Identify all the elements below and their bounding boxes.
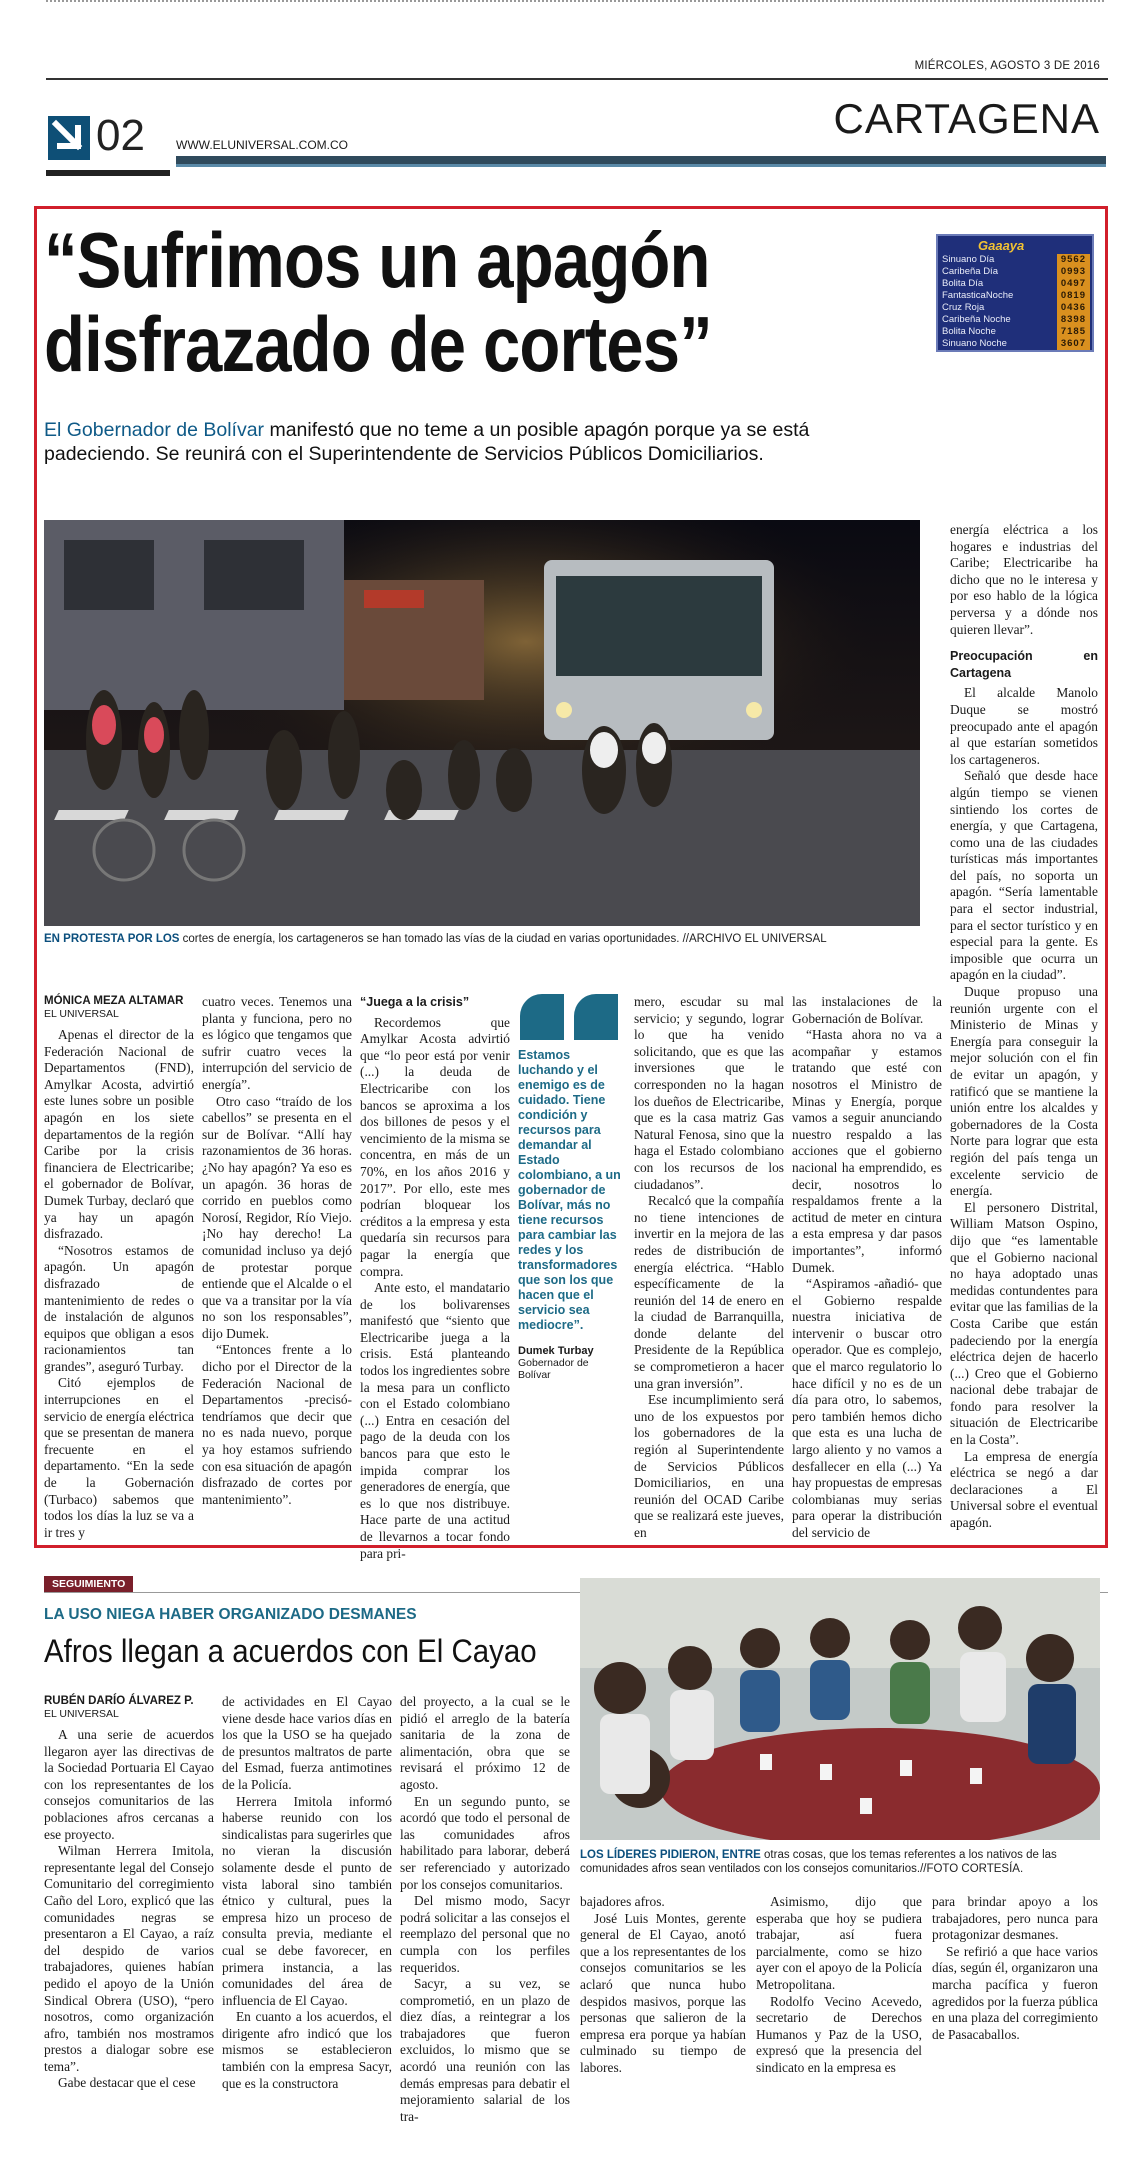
- lottery-name: Cruz Roja: [942, 302, 985, 313]
- quote-mark-icon: [518, 992, 622, 1040]
- lottery-name: Sinuano Día: [942, 254, 995, 265]
- second-byline-org: EL UNIVERSAL: [44, 1708, 119, 1720]
- paragraph: “Nosotros estamos de apagón. Un apagón disfrazado de mantenimiento de redes o de instalación de algunos equipos que obligan a esos racionamientos tan grandes”, aseguró Turbay.: [44, 1242, 194, 1374]
- main-headline: [44, 218, 801, 386]
- arrow-icon: [48, 116, 90, 160]
- paragraph: Ante esto, el mandatario de los bolivarenses manifestó que “siento que Electricaribe juega a la crisis. Está planteando todos los ingredientes sobre la mesa para un conflicto con el Estado colombiano (...) Entra en cesación del pago de la deuda con los bancos para que esto le impida comprar los generadores de energía, que es lo que nos distribuye. Hace parte de una actitud de llevarnos a tocar fondo para pri-: [360, 1280, 510, 1561]
- second-col-5: [756, 1894, 922, 2077]
- subhead: “Juega a la crisis”: [360, 995, 470, 1009]
- main-col-3: [360, 994, 510, 1562]
- lottery-number: 3607: [1057, 338, 1090, 350]
- deck-highlight: El Gobernador de Bolívar: [44, 419, 265, 441]
- section-rule-accent: [176, 164, 1106, 167]
- second-kicker: LA USO NIEGA HABER ORGANIZADO DESMANES: [44, 1606, 417, 1623]
- lottery-number: 9562: [1057, 254, 1090, 266]
- main-col-6: [792, 994, 942, 1542]
- second-col-2: [222, 1694, 392, 2092]
- page-number: 02: [96, 111, 145, 160]
- paragraph: para brindar apoyo a los trabajadores, pero nunca para protagonizar desmanes.: [932, 1894, 1098, 1943]
- paragraph: El alcalde Manolo Duque se mostró preocupado ante el apagón al que estarían sometidos los cartageneros.: [950, 685, 1098, 767]
- section-name: CARTAGENA: [833, 95, 1100, 142]
- lottery-name: Caribeña Día: [942, 266, 998, 277]
- quote-author: Dumek Turbay: [518, 1345, 594, 1357]
- headline-line-1: “Sufrimos un apagón: [44, 216, 710, 304]
- caption-text: otras cosas, que los temas referentes a los nativos de las comunidades afros sean ventilados con los consejos comunitarios.//FOTO CORTESÍA.: [580, 1849, 1057, 1875]
- main-deck: [44, 418, 924, 466]
- caption-lead: LOS LÍDERES PIDIERON, ENTRE: [580, 1849, 761, 1861]
- lottery-name: Bolita Noche: [942, 326, 996, 337]
- paragraph: Asimismo, dijo que esperaba que hoy se pudiera trabajar, así fuera parcialmente, como se hizo ayer con el apoyo de la Policía Metropolitana.: [756, 1894, 922, 1992]
- second-col-6: [932, 1894, 1098, 2043]
- paragraph: Del mismo modo, Sacyr podrá solicitar a las consejos el reemplazo del personal que no cumpla con los perfiles requeridos.: [400, 1893, 570, 1975]
- paragraph: energía eléctrica a los hogares e industrias del Caribe; Electricaribe ha dicho que no le interesa y por eso hablo de la lógica perversa y a dónde nos quieren llevar”.: [950, 522, 1098, 637]
- paragraph: Recordemos que Amylkar Acosta advirtió que “lo peor está por venir (...) la deuda de Electricaribe con los bancos se aproxima a los dos billones de pesos y el vencimiento de la misma se concentra, en más de un 70%, en los años 2016 y 2017”. Por ello, este mes podrían bloquear los créditos a la empresa y esta quedaría sin recursos para pagar la energía que compra.: [360, 1014, 510, 1279]
- lottery-name: FantasticaNoche: [942, 290, 1014, 301]
- main-col-5: [634, 994, 784, 1542]
- paragraph: Se refirió a que hace varios días, según él, organizaron una marcha pacífica y fueron agredidos por la fuerza pública en una plaza del corregimiento de Pasacaballos.: [932, 1943, 1098, 2042]
- paragraph: Recalcó que la compañía no tiene intenciones de invertir en la mejora de las redes de distribución de energía eléctrica. “Hablo específicamente de la reunión del 14 de enero en la ciudad de Barranquilla, donde delante del Presidente de la República se comprometieron a hacer una gran inversión”.: [634, 1193, 784, 1391]
- paragraph: Wilman Herrera Imitola, representante legal del Consejo Comunitario del corregimiento Caño del Loro, explicó que las comunidades negras se presentaron a El Cayao, a raíz del despido de varios trabajadores, quienes habían pedido el apoyo de la Unión Sindical Obrera (USO), “pero nosotros, como organización afro, también nos mostramos prestos a dialogar sobre ese tema”.: [44, 1843, 214, 2074]
- lottery-name: Caribeña Noche: [942, 314, 1011, 325]
- main-col-7: [950, 522, 1098, 1532]
- lottery-brand: Gaaaya: [978, 238, 1025, 253]
- lottery-row: [942, 314, 1090, 326]
- deck-rest-line-1: manifestó que no teme a un posible apagón porque ya se está: [264, 419, 810, 441]
- paragraph: Otro caso “traído de los cabellos” se presenta en el sur de Bolívar. “Allí hay razonamientos de 36 horas. ¿No hay apagón? Ya eso es un apagón. 36 horas de corrido en pueblos como Norosí, Regidor, Río Viejo. ¡No hay derecho! La comunidad incluso ya dejó de protestar porque entiende que el Alcalde o el que va a transitar por la vía no son los responsables”, dijo Dumek.: [202, 1093, 352, 1341]
- paragraph: Señaló que desde hace algún tiempo se vienen sintiendo los cortes de energía, y que Cartagena, como una de las ciudades turísticas más importantes del país, no soporta un apagón. “Sería lamentable para el sector industrial, para el sector turístico y en especial para la gente. Es imposible que ocurra un apagón en la ciudad”.: [950, 768, 1098, 983]
- second-col-3: [400, 1694, 570, 2125]
- main-byline: MÓNICA MEZA ALTAMAR: [44, 995, 184, 1007]
- second-byline: RUBÉN DARÍO ÁLVAREZ P.: [44, 1695, 194, 1707]
- deck-line-2: padeciendo. Se reunirá con el Superintendente de Servicios Públicos Domiciliarios.: [44, 443, 764, 465]
- lottery-number: 0436: [1057, 302, 1090, 314]
- main-col-1: [44, 994, 194, 1541]
- section-tag: SEGUIMIENTO: [44, 1576, 133, 1592]
- paragraph: La empresa de energía eléctrica se negó a dar declaraciones a El Universal sobre el eventual apagón.: [950, 1448, 1098, 1531]
- paragraph: las instalaciones de la Gobernación de Bolívar.: [792, 994, 942, 1026]
- paragraph: “Entonces frente a lo dicho por el Director de la Federación Nacional de Departamentos -precisó- tendríamos que decir que no es nada nuevo, porque ya hoy estamos sufriendo con esa situación de apagón disfrazado de cortes por mantenimiento”.: [202, 1342, 352, 1507]
- lottery-row: [942, 326, 1090, 338]
- paragraph: bajadores afros.: [580, 1894, 665, 1909]
- caption-text: cortes de energía, los cartageneros se han tomado las vías de la ciudad en varias oportunidades. //ARCHIVO EL UNIVERSAL: [179, 933, 827, 945]
- protest-photo-caption: [44, 932, 920, 946]
- protest-photo: [44, 520, 920, 926]
- header-rule: [46, 78, 1108, 80]
- second-col-1: [44, 1694, 214, 2092]
- lottery-number: 8398: [1057, 314, 1090, 326]
- paragraph: Duque propuso una reunión urgente con el Ministerio de Minas y Energía para conseguir la mejor solución con el fin de evitar un apagón, y ratificó que se mantiene la unión entre los alcaldes y gobernadores de la Costa Norte para lograr que esta región del país tenga un excelente servicio de energía.: [950, 984, 1098, 1199]
- paragraph: de actividades en El Cayao viene desde hace varios días en los que la USO se ha quejado de presuntos maltratos de parte del Esmad, fuerza antimotines de la Policía.: [222, 1694, 392, 1792]
- lottery-number: 0497: [1057, 278, 1090, 290]
- paragraph: Sacyr, a su vez, se comprometió, en un plazo de diez días, a reintegrar a los trabajadores que fueron excluidos, lo mismo que se acordó una reunión con las demás empresas para debatir el mejoramiento salarial de los tra-: [400, 1976, 570, 2124]
- paragraph: cuatro veces. Tenemos una planta y funciona, pero no es lógico que tengamos que sufrir cuatro veces la interrupción del servicio de energía”.: [202, 994, 352, 1092]
- paragraph: José Luis Montes, gerente general de El Cayao, anotó que a los representantes de los consejos comunitarios se les aclaró que nunca hubo despidos masivos, porque las personas que salieron de la empresa era porque ya habían culminado su tiempo de labores.: [580, 1910, 746, 2075]
- lottery-rows: [942, 254, 1090, 350]
- lottery-number: 0993: [1057, 266, 1090, 278]
- quote-role: Gobernador de Bolívar: [518, 1357, 589, 1381]
- lottery-number: 7185: [1057, 326, 1090, 338]
- lottery-row: [942, 302, 1090, 314]
- paragraph: Apenas el director de la Federación Nacional de Departamentos (FND), Amylkar Acosta, advirtió este lunes sobre un posible apagón en los siete departamentos de la región Caribe por la crisis financiera de Electricaribe; el gobernador de Bolívar, Dumek Turbay, declaró que ya hay un apagón disfrazado.: [44, 1027, 194, 1242]
- second-col-4: [580, 1894, 746, 2077]
- top-rule: [46, 0, 1104, 5]
- page-number-box: [46, 110, 170, 176]
- lottery-row: [942, 290, 1090, 302]
- paragraph: “Hasta ahora no va a acompañar y estamos tratando que esté con nosotros el Ministro de Minas y Energía, porque vamos a seguir anunciando nuestro respaldo a las acciones que el gobierno nacional ha emprendido, es decir, nosotros lo respaldamos frente a la actitud de meter en cintura a esta empresa y dar pasos importantes”, informó Dumek.: [792, 1027, 942, 1275]
- paragraph: Citó ejemplos de interrupciones en el servicio de energía eléctrica que se presentan de manera frecuente en el departamento. “En la sede de la Gobernación (Turbaco) sabemos que todos los días la luz se va a ir tres y: [44, 1375, 194, 1540]
- pull-quote: [518, 992, 622, 1381]
- lottery-box: [936, 234, 1094, 352]
- second-headline: Afros llegan a acuerdos con El Cayao: [44, 1633, 537, 1669]
- lottery-row: [942, 254, 1090, 266]
- lottery-row: [942, 278, 1090, 290]
- paragraph: Ese incumplimiento será uno de los expuestos por los gobernadores de la región al Superintendente de Servicios Públicos Domiciliarios, en una reunión del OCAD Caribe que se realizará este jueves, en: [634, 1392, 784, 1540]
- subhead: Preocupación en Cartagena: [950, 649, 1098, 680]
- section-rule-light: [176, 156, 1106, 164]
- main-byline-org: EL UNIVERSAL: [44, 1008, 119, 1020]
- lottery-row: [942, 338, 1090, 350]
- paragraph: En un segundo punto, se acordó que todo el personal de las comunidades afros habilitado para laborar, deberá ser referenciado y autorizado por los consejos comunitarios.: [400, 1793, 570, 1892]
- paragraph: del proyecto, a la cual se le pidió el arreglo de la batería sanitaria de la zona de alimentación, obra que se revisará el próximo 12 de agosto.: [400, 1694, 570, 1792]
- paragraph: Gabe destacar que el cese: [58, 2075, 196, 2091]
- caption-lead: EN PROTESTA POR LOS: [44, 933, 180, 945]
- lottery-name: Bolita Día: [942, 278, 984, 289]
- paragraph: Rodolfo Vecino Acevedo, secretario de Derechos Humanos y Paz de la USO, expresó que la presencia del sindicato en la empresa es: [756, 1993, 922, 2075]
- issue-date: MIÉRCOLES, AGOSTO 3 DE 2016: [914, 60, 1100, 72]
- main-col-2: [202, 994, 352, 1508]
- paragraph: El personero Distrital, William Matson Ospino, dijo que “es lamentable que el Gobierno nacional no haya adoptado unas medidas contundentes para evitar que las familias de la Costa Caribe que están padeciendo por la energía eléctrica dejen de hacerlo (...) Creo que el Gobierno nacional debe trabajar de fondo para resolver la situación de Electricaribe en la Costa”.: [950, 1199, 1098, 1448]
- paragraph: A una serie de acuerdos llegaron ayer las directivas de la Sociedad Portuaria El Cayao con los representantes de los consejos comunitarios de las poblaciones afros cercanas a ese proyecto.: [44, 1727, 214, 1842]
- paragraph: mero, escudar su mal servicio; y segundo, lograr lo que ha venido solicitando, que es que las inversiones que le corresponden no la hagan los dueños de Electricaribe, que es la casa matriz Gas Natural Fenosa, sino que la haga el Estado colombiano con los recursos de los ciudadanos”.: [634, 994, 784, 1192]
- website-url: WWW.ELUNIVERSAL.COM.CO: [176, 138, 349, 152]
- quote-text: Estamos luchando y el enemigo es de cuidado. Tiene condición y recursos para demandar al Estado colombiano, a un gobernador de Bolívar, más no tiene recursos para cambiar las redes y los transformadores que son los que hacen que el servicio sea mediocre”.: [518, 1048, 621, 1332]
- lottery-number: 0819: [1057, 290, 1090, 302]
- paragraph: “Aspiramos -añadió- que el Gobierno respalde nuestra iniciativa de intervenir o buscar otro operador. Que es complejo, que el marco regulatorio lo hace difícil y no es de un día para otro, lo sabemos, pero también hemos dicho que esta es una lucha de largo aliento y no vamos a desfallecer en ella (...) Ya hay propuestas de empresas colombianas muy serias para operar la distribución del servicio de: [792, 1276, 942, 1540]
- lottery-row: [942, 266, 1090, 278]
- lottery-name: Sinuano Noche: [942, 338, 1007, 349]
- meeting-photo-caption: [580, 1848, 1100, 1876]
- headline-line-2: disfrazado de cortes”: [44, 300, 712, 388]
- paragraph: En cuanto a los acuerdos, el dirigente afro indicó que los mismos se establecieron también con la empresa Sacyr, que es la constructora: [222, 2009, 392, 2091]
- meeting-photo: [580, 1578, 1100, 1840]
- paragraph: Herrera Imitola informó haberse reunido con los sindicalistas para sugerirles que no vieran la discusión solamente desde el punto de vista laboral sino también étnico y cultural, pues la empresa hizo un proceso de consulta previa, mediante el cual se debe favorecer, en primera instancia, a las comunidades del área de influencia de El Cayao.: [222, 1793, 392, 2008]
